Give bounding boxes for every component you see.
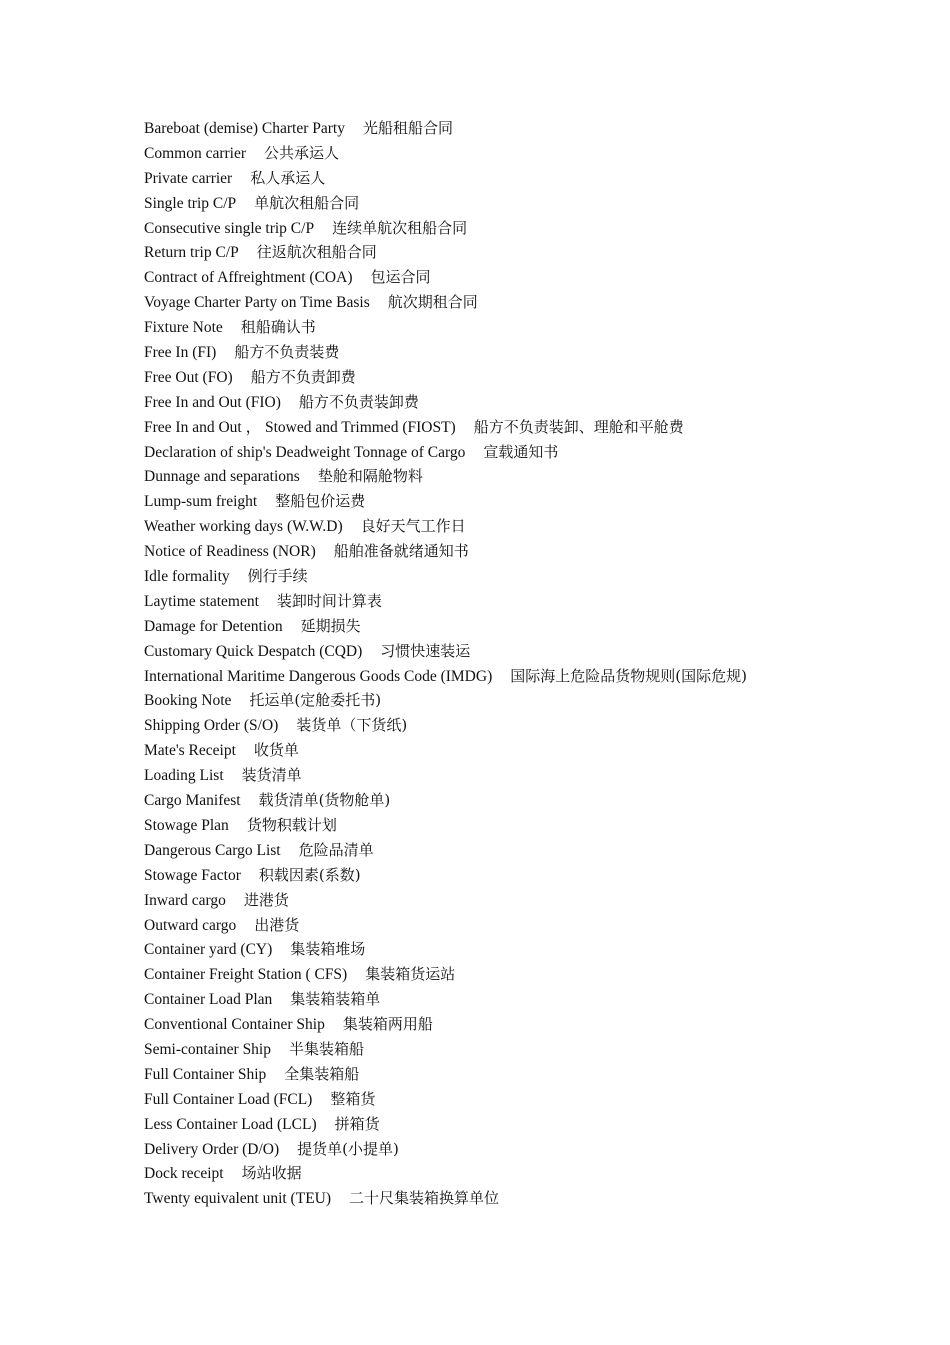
english-term: Notice of Readiness (NOR) xyxy=(144,543,316,561)
english-term: Dangerous Cargo List xyxy=(144,841,281,859)
glossary-entry xyxy=(144,937,747,962)
english-term: Container yard (CY) xyxy=(144,941,273,959)
chinese-term: 集装箱货运站 xyxy=(365,965,456,984)
english-term: Declaration of ship's Deadweight Tonnage of Cargo xyxy=(144,443,466,461)
chinese-term: 提货单(小提单) xyxy=(297,1139,399,1158)
english-term: Stowage Plan xyxy=(144,816,229,834)
chinese-term: 船方不负责装卸、理舱和平舱费 xyxy=(473,417,684,436)
chinese-term: 货物积载计划 xyxy=(246,815,337,834)
english-term: Voyage Charter Party on Time Basis xyxy=(144,294,370,312)
glossary-entry xyxy=(144,962,747,987)
english-term: Weather working days (W.W.D) xyxy=(144,518,343,536)
english-term: Dunnage and separations xyxy=(144,468,300,486)
glossary-entry xyxy=(144,888,747,913)
glossary-entry xyxy=(144,1112,747,1137)
english-term: Less Container Load (LCL) xyxy=(144,1115,317,1133)
glossary-entry xyxy=(144,315,747,340)
english-term: Semi-container Ship xyxy=(144,1040,271,1058)
english-term: Booking Note xyxy=(144,692,232,710)
english-term: Lump-sum freight xyxy=(144,493,258,511)
english-term: Contract of Affreightment (COA) xyxy=(144,269,353,287)
glossary-entry xyxy=(144,166,747,191)
english-term: Private carrier xyxy=(144,169,233,187)
chinese-term: 出港货 xyxy=(254,915,300,934)
english-term: Free In and Out (FIO) xyxy=(144,393,281,411)
chinese-term: 进港货 xyxy=(243,890,289,909)
english-term: Damage for Detention xyxy=(144,617,283,635)
english-term: Outward cargo xyxy=(144,916,237,934)
english-term: Cargo Manifest xyxy=(144,792,241,810)
english-term: Inward cargo xyxy=(144,891,226,909)
english-term: Delivery Order (D/O) xyxy=(144,1140,280,1158)
english-term: Dock receipt xyxy=(144,1165,224,1183)
glossary-entry xyxy=(144,216,747,241)
glossary-entry xyxy=(144,863,747,888)
english-term: Consecutive single trip C/P xyxy=(144,219,315,237)
chinese-term: 危险品清单 xyxy=(298,840,374,859)
chinese-term: 船方不负责装费 xyxy=(234,343,340,362)
english-term: Conventional Container Ship xyxy=(144,1016,325,1034)
chinese-term: 集装箱两用船 xyxy=(342,1015,433,1034)
chinese-term: 垫舱和隔舱物料 xyxy=(317,467,423,486)
english-term: Loading List xyxy=(144,767,224,785)
glossary-entry xyxy=(144,464,747,489)
english-term: Return trip C/P xyxy=(144,244,239,262)
glossary-entry xyxy=(144,1161,747,1186)
glossary-entry xyxy=(144,688,747,713)
english-term: Bareboat (demise) Charter Party xyxy=(144,120,345,137)
chinese-term: 托运单(定舱委托书) xyxy=(249,691,382,710)
chinese-term: 船方不负责装卸费 xyxy=(298,392,419,411)
chinese-term: 公共承运人 xyxy=(264,143,340,162)
glossary-entry xyxy=(144,1062,747,1087)
chinese-term: 集装箱装箱单 xyxy=(290,990,381,1009)
english-term: Container Load Plan xyxy=(144,991,273,1009)
glossary-entry xyxy=(144,713,747,738)
english-term: Free In and Out ， Stowed and Trimmed (FIOST) xyxy=(144,418,456,436)
chinese-term: 单航次租船合同 xyxy=(254,193,360,212)
glossary-entry xyxy=(144,813,747,838)
glossary-entry xyxy=(144,539,747,564)
glossary-entry xyxy=(144,987,747,1012)
glossary-entry xyxy=(144,365,747,390)
english-term: Single trip C/P xyxy=(144,194,237,212)
english-term: Mate's Receipt xyxy=(144,742,236,760)
glossary-entry xyxy=(144,141,747,166)
chinese-term: 例行手续 xyxy=(247,567,308,586)
english-term: Customary Quick Despatch (CQD) xyxy=(144,642,363,660)
chinese-term: 船方不负责卸费 xyxy=(250,367,356,386)
chinese-term: 船舶准备就绪通知书 xyxy=(333,542,469,561)
english-term: Free In (FI) xyxy=(144,344,217,362)
english-term: Full Container Load (FCL) xyxy=(144,1090,313,1108)
english-term: Shipping Order (S/O) xyxy=(144,717,279,735)
chinese-term: 装货单（下货纸) xyxy=(296,716,408,735)
chinese-term: 半集装箱船 xyxy=(289,1039,365,1058)
chinese-term: 积载因素(系数) xyxy=(258,865,361,884)
glossary-entry xyxy=(144,664,747,689)
glossary-entry xyxy=(144,290,747,315)
glossary-entry xyxy=(144,440,747,465)
chinese-term: 拼箱货 xyxy=(334,1114,380,1133)
glossary-entry xyxy=(144,390,747,415)
glossary-entry xyxy=(144,265,747,290)
glossary-entry xyxy=(144,763,747,788)
chinese-term: 习惯快速装运 xyxy=(380,641,471,660)
glossary-entry xyxy=(144,738,747,763)
glossary-entry xyxy=(144,514,747,539)
glossary-entry xyxy=(144,1137,747,1162)
english-term: International Maritime Dangerous Goods Code (IMDG) xyxy=(144,667,493,685)
chinese-term: 包运合同 xyxy=(370,268,431,287)
chinese-term: 整箱货 xyxy=(330,1089,376,1108)
glossary-entry xyxy=(144,1037,747,1062)
english-term: Laytime statement xyxy=(144,592,259,610)
glossary-entry xyxy=(144,589,747,614)
chinese-term: 集装箱堆场 xyxy=(290,940,366,959)
glossary-entry xyxy=(144,489,747,514)
chinese-term: 装货清单 xyxy=(241,766,302,785)
glossary-entry xyxy=(144,913,747,938)
glossary-entry xyxy=(144,191,747,216)
chinese-term: 宣载通知书 xyxy=(483,442,559,461)
glossary-entry xyxy=(144,564,747,589)
chinese-term: 延期损失 xyxy=(300,616,361,635)
english-term: Free Out (FO) xyxy=(144,368,233,386)
glossary-entry xyxy=(144,340,747,365)
chinese-term: 全集装箱船 xyxy=(284,1064,360,1083)
chinese-term: 私人承运人 xyxy=(250,168,326,187)
chinese-term: 收货单 xyxy=(253,741,299,760)
chinese-term: 装卸时间计算表 xyxy=(276,591,382,610)
english-term: Common carrier xyxy=(144,144,247,162)
english-term: Stowage Factor xyxy=(144,866,241,884)
english-term: Idle formality xyxy=(144,568,230,586)
english-term: Container Freight Station ( CFS) xyxy=(144,966,348,984)
english-term: Fixture Note xyxy=(144,319,223,337)
glossary-entry xyxy=(144,415,747,440)
chinese-term: 良好天气工作日 xyxy=(360,517,466,536)
chinese-term: 二十尺集装箱换算单位 xyxy=(349,1189,500,1208)
glossary-entry xyxy=(144,788,747,813)
chinese-term: 连续单航次租船合同 xyxy=(332,218,468,237)
glossary-entry xyxy=(144,116,747,141)
chinese-term: 整船包价运费 xyxy=(275,492,366,511)
glossary-entry xyxy=(144,838,747,863)
chinese-term: 国际海上危险品货物规则(国际危规) xyxy=(510,666,747,685)
glossary-entry xyxy=(144,1186,747,1211)
glossary-list xyxy=(144,116,747,1211)
chinese-term: 航次期租合同 xyxy=(387,293,478,312)
chinese-term: 租船确认书 xyxy=(240,318,316,337)
english-term: Full Container Ship xyxy=(144,1065,267,1083)
chinese-term: 往返航次租船合同 xyxy=(256,243,377,262)
glossary-entry xyxy=(144,1012,747,1037)
chinese-term: 光船租船合同 xyxy=(363,119,454,137)
glossary-entry xyxy=(144,240,747,265)
glossary-entry xyxy=(144,1087,747,1112)
chinese-term: 载货清单(货物舱单) xyxy=(258,791,391,810)
glossary-entry xyxy=(144,614,747,639)
chinese-term: 场站收据 xyxy=(241,1164,302,1183)
english-term: Twenty equivalent unit (TEU) xyxy=(144,1190,332,1208)
glossary-entry xyxy=(144,639,747,664)
